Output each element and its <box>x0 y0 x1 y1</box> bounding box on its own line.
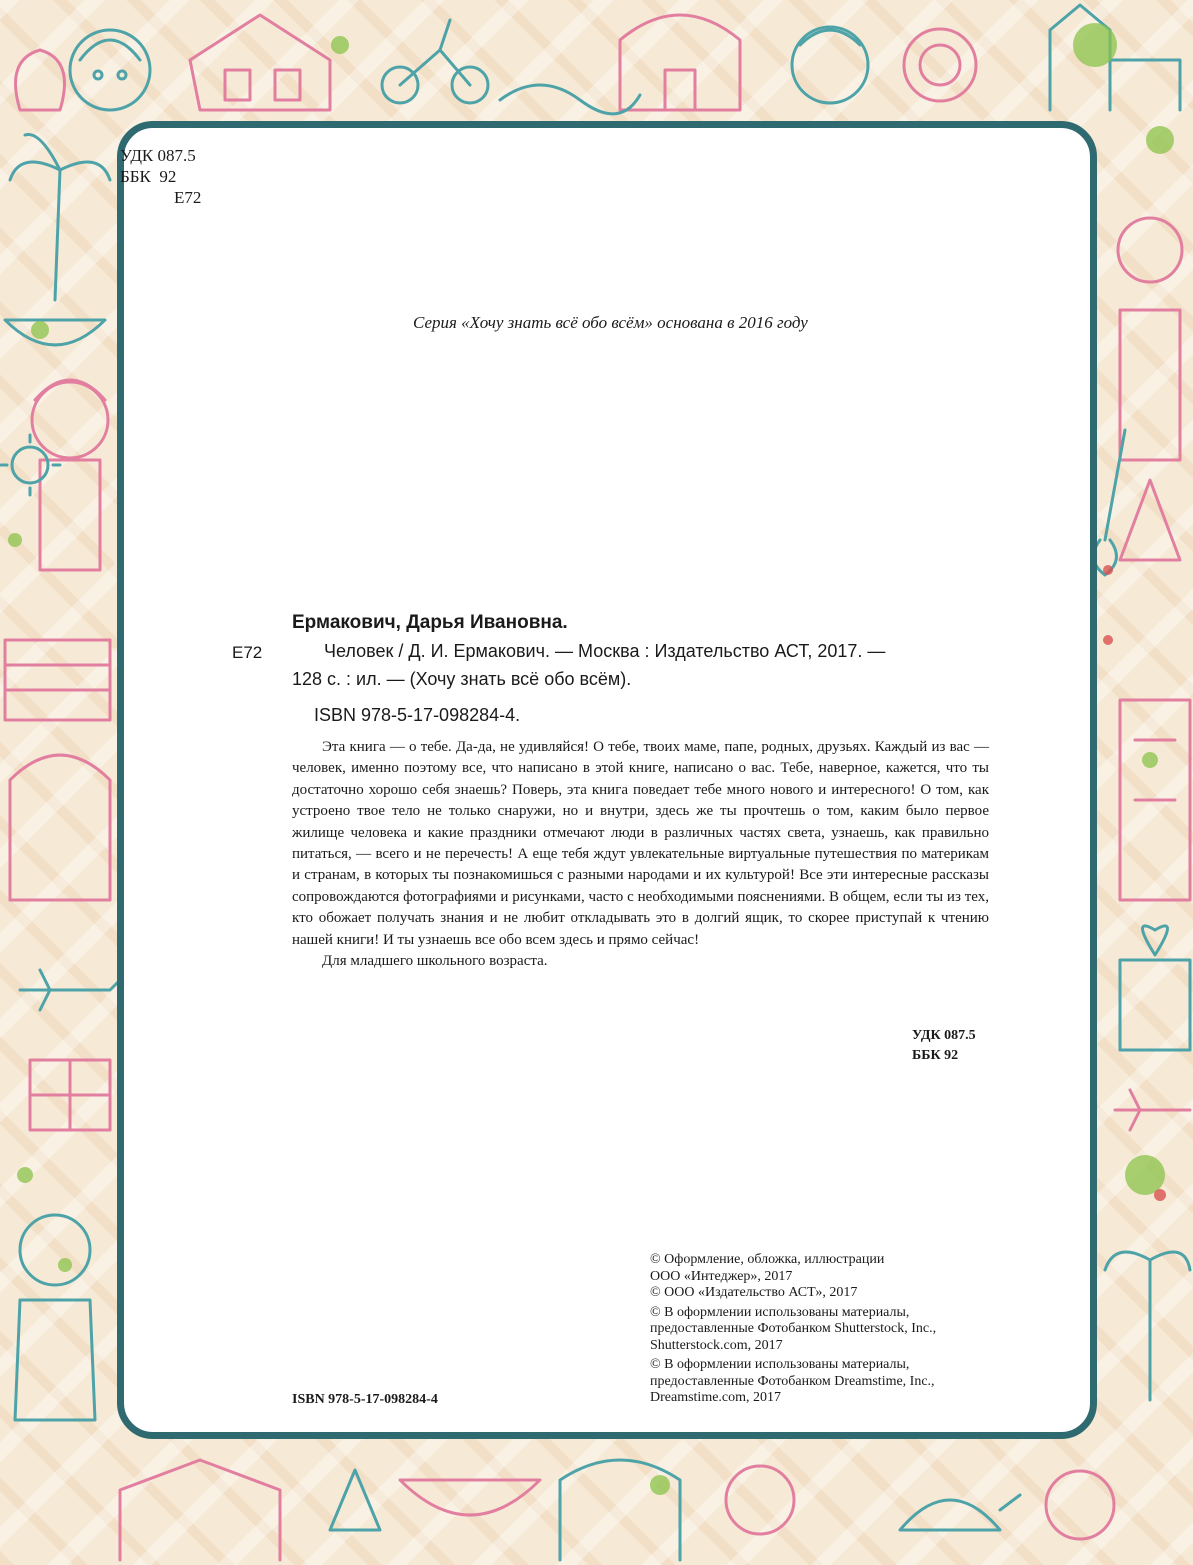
jug-doodle <box>16 50 65 110</box>
copyright-line: Dreamstime.com, 2017 <box>650 1390 782 1405</box>
salad-bowl-doodle <box>5 320 105 345</box>
pavilion-doodle <box>10 755 110 900</box>
author-name: Ермакович, Дарья Ивановна. <box>292 612 568 633</box>
gift-doodle <box>30 1060 110 1130</box>
plane-right-doodle <box>1115 1090 1190 1130</box>
udk-bottom: УДК 087.5 <box>912 1028 976 1043</box>
boy-with-phone-doodle <box>792 27 868 103</box>
girl-doodle <box>1118 218 1182 460</box>
copyright-block <box>650 1252 990 1302</box>
woman-bottom-doodle <box>726 1466 794 1534</box>
building-doodle <box>1120 700 1190 900</box>
copyright-line: предоставленные Фотобанком Dreamstime, Inc., <box>650 1373 935 1389</box>
copyright-line: © Оформление, обложка, иллюстрации <box>650 1252 885 1267</box>
copyright-line: предоставленные Фотобанком Shutterstock, Inc., <box>650 1321 937 1336</box>
colosseum-doodle <box>5 640 110 720</box>
businesswoman-doodle <box>15 1215 95 1420</box>
title-statement: Человек / Д. И. Ермакович. — Москва : Издательство АСТ, 2017. — <box>324 641 886 661</box>
copyright-line: © В оформлении использованы материалы, <box>650 1357 910 1372</box>
copyright-block <box>650 1357 990 1407</box>
arch-doodle <box>560 1460 680 1560</box>
udk-code: УДК 087.5 <box>120 146 196 165</box>
palm-doodle <box>10 134 110 300</box>
sun-doodle <box>0 435 60 495</box>
copyright-notices <box>650 1252 990 1410</box>
extent-statement: 128 с. : ил. — (Хочу знать всё обо всём). <box>292 669 632 689</box>
classification-bottom <box>912 1026 976 1066</box>
tree-bottom-doodle <box>330 1470 380 1530</box>
airplane-doodle <box>20 970 120 1010</box>
bbk-bottom: ББК 92 <box>912 1048 959 1063</box>
bowl-bottom-doodle <box>400 1480 540 1515</box>
palm-right-doodle <box>1105 1252 1190 1400</box>
copyright-line: Shutterstock.com, 2017 <box>650 1337 783 1353</box>
copyright-block <box>650 1305 990 1355</box>
isbn-record: ISBN 978-5-17-098284-4. <box>314 705 521 725</box>
child-face-doodle <box>70 30 150 110</box>
grandpa-doodle <box>1046 1471 1114 1539</box>
isbn-bottom: ISBN 978-5-17-098284-4 <box>292 1392 438 1407</box>
book-annotation <box>292 737 989 972</box>
copyright-line: © В оформлении использованы материалы, <box>650 1304 910 1320</box>
audience-note: Для младшего школьного возраста. <box>322 953 548 970</box>
author-mark: Е72 <box>174 188 202 207</box>
series-note: Серия «Хочу знать всё обо всём» основана в 2016 году <box>413 313 808 332</box>
plate-doodle <box>904 29 976 101</box>
teapot-doodle <box>900 1495 1020 1530</box>
castle-doodle <box>1050 5 1180 110</box>
copyright-line: © ООО «Издательство АСТ», 2017 <box>650 1285 858 1300</box>
violin-doodle <box>1094 430 1125 575</box>
temple-doodle <box>120 1460 280 1560</box>
bbk-code: ББК 92 <box>120 167 177 186</box>
present-doodle <box>1120 926 1190 1050</box>
scooter-doodle <box>382 20 488 103</box>
red-paint-spots <box>1103 565 1166 1201</box>
copyright-line: ООО «Интеджер», 2017 <box>650 1268 793 1284</box>
author-mark-left: Е72 <box>232 643 263 662</box>
tree-doodle <box>1120 480 1180 560</box>
house-doodle <box>190 15 330 110</box>
annotation-text: Эта книга — о тебе. Да-да, не удивляйся! О тебе, твоих маме, папе, родных, друзьях. Каждый из вас — человек, именно поэтому все, что написано в этой книге, написано о вас. Тебе, наверное, кажется, что ты достаточно хорошо себя знаешь? Поверь, эта книга поведает тебе много нового и интересного! О том, как устроено твое тело не только снаружи, но и внутри, здесь же ты прочтешь о том, каким было первое жилище человека и какие праздники отмечают люди в различных частях света, узнаешь, как правильно питаться, — всего и не перечесть! А еще тебя ждут увлекательные виртуальные путешествия по материкам и странам, в которых ты познакомишься с разными народами и их культурой! Все эти интересные рассказы сопровождаются фотографиями и рисунками, часто с необходимыми пояснениями. В общем, если ты из тех, кто обожает получать знания и не любит откладывать это в долгий ящик, то скорее приступай к чтению нашей книги! И ты узнаешь все обо всем здесь и прямо сейчас! <box>292 739 989 948</box>
catalog-codes <box>120 145 201 208</box>
